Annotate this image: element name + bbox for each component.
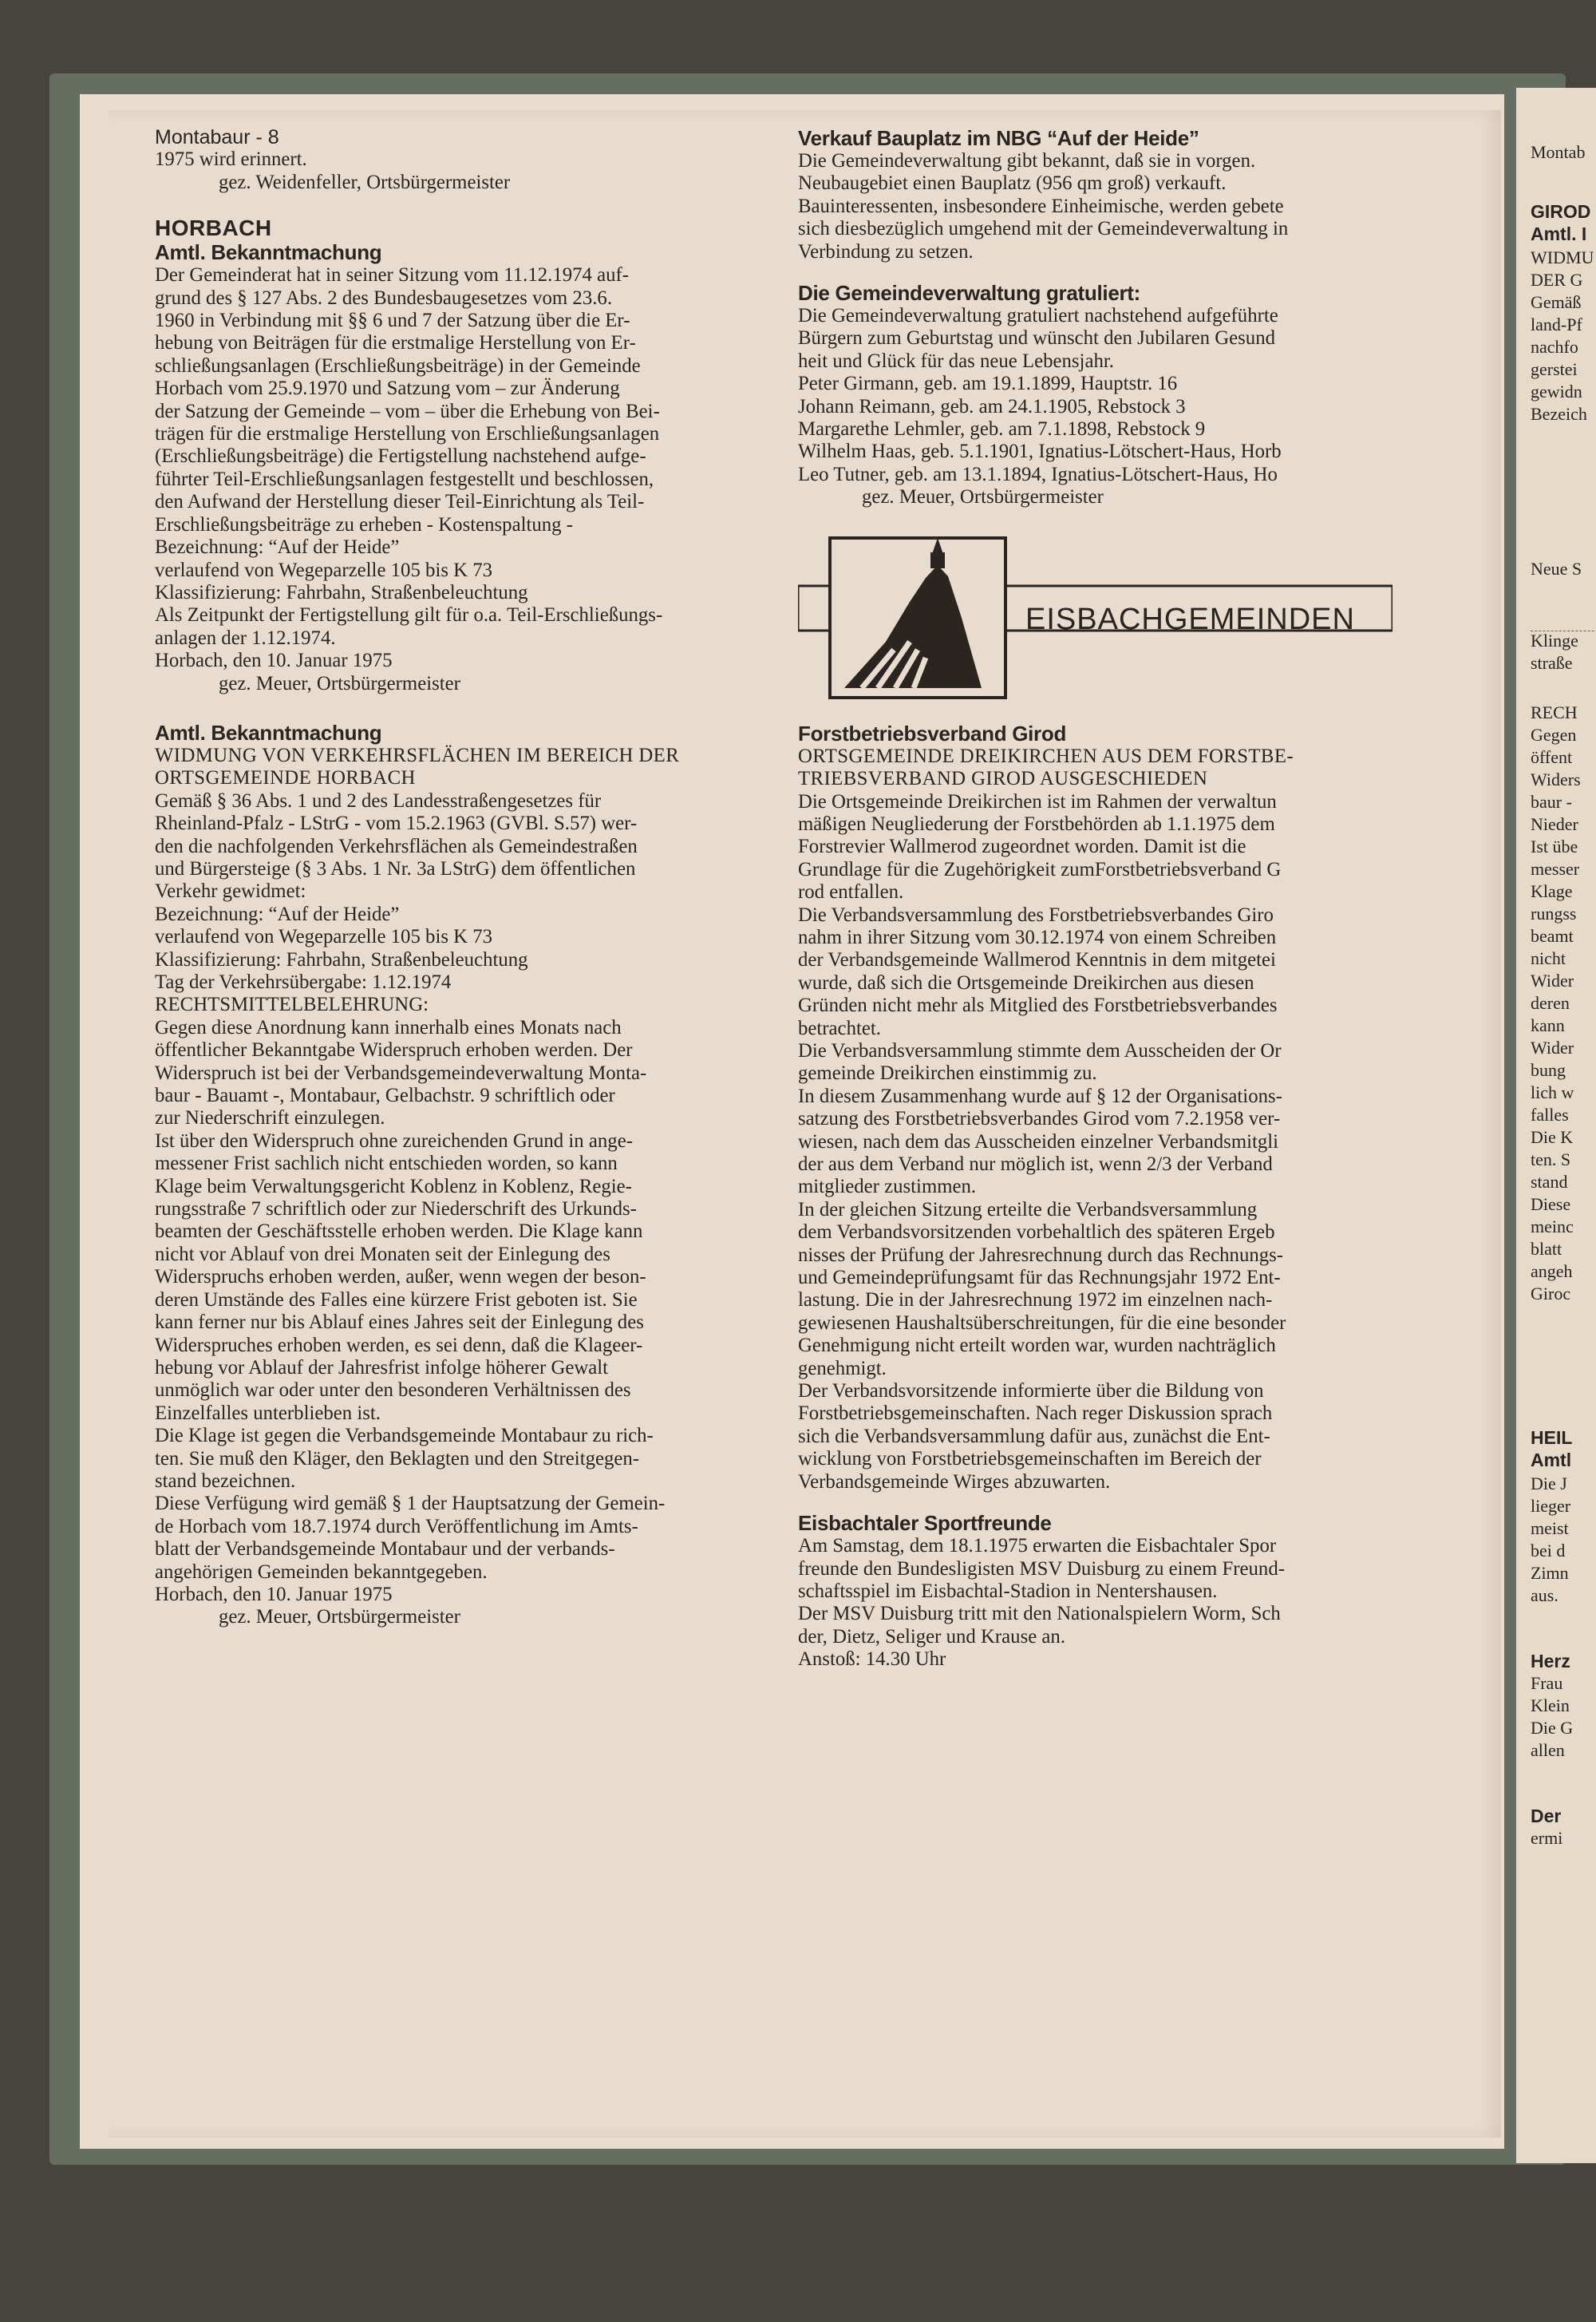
text-line: Gemäß § 36 Abs. 1 und 2 des Landesstraßengesetzes für (155, 789, 602, 812)
text-line: Rheinland-Pfalz - LStrG - vom 15.2.1963 (GVBl. S.57) wer- (155, 813, 638, 835)
text-line: nisses der Prüfung der Jahresrechnung durch das Rechnungs- (798, 1244, 1284, 1266)
text-line: Die Gemeindeverwaltung gratuliert nachstehend aufgeführte (798, 305, 1278, 327)
next-page-text-fragment: lich w (1531, 1082, 1574, 1102)
text-line: Forstrevier Wallmerod zugeordnet worden. Damit ist die (798, 836, 1246, 858)
forst-body (798, 791, 1393, 1494)
widmung-body (155, 790, 761, 1607)
text-line: Die Verbandsversammlung stimmte dem Ausscheiden der Or (798, 1039, 1282, 1062)
section-heading-verkauf: Verkauf Bauplatz im NBG “Auf der Heide” (798, 126, 1199, 150)
text-line: der, Dietz, Seliger und Krause an. (798, 1625, 1066, 1648)
text-line: den die nachfolgenden Verkehrsflächen als Gemeindestraßen (155, 835, 638, 857)
text-line: Klassifizierung: Fahrbahn, Straßenbeleuchtung (155, 581, 528, 603)
next-page-text-fragment: beamt (1531, 926, 1574, 946)
text-line: Klage beim Verwaltungsgericht Koblenz in Koblenz, Regie- (155, 1175, 632, 1197)
text-line: Gründen nicht mehr als Mitglied des Forstbetriebsverbandes (798, 995, 1278, 1017)
text-line: ORTSGEMEINDE HORBACH (155, 767, 416, 789)
text-line: Widerspruches erhoben werden, es sei denn, daß die Klageer- (155, 1334, 643, 1356)
next-page-text-fragment: Montab (1531, 142, 1586, 162)
horbach-signature: gez. Meuer, Ortsbürgermeister (219, 672, 460, 694)
next-page-text-fragment: HEIL (1531, 1427, 1573, 1448)
next-page-text-fragment: WIDMU (1531, 247, 1594, 267)
text-line: anlagen der 1.12.1974. (155, 627, 336, 649)
eisbachgemeinden-banner (798, 530, 1393, 704)
section-heading-gratuliert: Die Gemeindeverwaltung gratuliert: (798, 281, 1141, 306)
text-line: der Satzung der Gemeinde – vom – über die Erhebung von Bei- (155, 400, 660, 422)
next-page-text-fragment: allen (1531, 1740, 1565, 1760)
text-line: hebung von Beiträgen für die erstmalige Herstellung von Er- (155, 332, 636, 354)
text-line: Die Klage ist gegen die Verbandsgemeinde Montabaur zu rich- (155, 1425, 654, 1447)
next-page-text-fragment: Die J (1531, 1474, 1567, 1493)
text-line: Horbach, den 10. Januar 1975 (155, 1583, 393, 1605)
next-page-text-fragment: baur - (1531, 792, 1572, 812)
next-page-text-fragment: Giroc (1531, 1284, 1571, 1303)
next-page-text-fragment: ermi (1531, 1828, 1563, 1848)
section-heading-horbach: HORBACH (155, 216, 272, 241)
text-line: verlaufend von Wegeparzelle 105 bis K 73 (155, 559, 493, 581)
text-line: Die Verbandsversammlung des Forstbetriebsverbandes Giro (798, 904, 1274, 926)
next-page-text-fragment: bei d (1531, 1541, 1566, 1561)
next-page-text-fragment: blatt (1531, 1239, 1562, 1259)
text-line: In diesem Zusammenhang wurde auf § 12 der Organisations- (798, 1085, 1282, 1107)
text-line: hebung vor Ablauf der Jahresfrist infolge höherer Gewalt (155, 1356, 609, 1379)
next-page-text-fragment: nicht (1531, 948, 1566, 968)
text-line: deren Umstände des Falles eine kürzere Frist geboten ist. Sie (155, 1288, 638, 1311)
text-line: verlaufend von Wegeparzelle 105 bis K 73 (155, 926, 493, 948)
text-line: und Bürgersteige (§ 3 Abs. 1 Nr. 3a LStrG) dem öffentlichen (155, 857, 636, 880)
text-line: gemeinde Dreikirchen einstimmig zu. (798, 1062, 1097, 1085)
text-line: schließungsanlagen (Erschließungsbeiträge) in der Gemeinde (155, 354, 641, 377)
next-page-text-fragment: gewidn (1531, 382, 1582, 402)
text-line: Bürgern zum Geburtstag und wünscht den Jubilaren Gesund (798, 327, 1275, 350)
next-page-text-fragment: lieger (1531, 1496, 1571, 1516)
text-line: Forstbetriebsgemeinschaften. Nach reger Diskussion sprach (798, 1402, 1273, 1425)
text-line: wurde, daß sich die Ortsgemeinde Dreikirchen aus diesen (798, 971, 1254, 994)
text-line: Bezeichnung: “Auf der Heide” (155, 536, 400, 559)
next-page-text-fragment: stand (1531, 1172, 1568, 1192)
next-page-text-fragment: DER G (1531, 270, 1583, 290)
next-page-text-fragment: GIROD (1531, 201, 1591, 222)
next-page-text-fragment: Zimn (1531, 1563, 1569, 1583)
next-page-text-fragment: RECH (1531, 702, 1578, 722)
text-line: stand bezeichnen. (155, 1470, 296, 1492)
next-page-text-fragment: falles (1531, 1105, 1569, 1125)
text-line: schaftsspiel im Eisbachtal-Stadion in Nentershausen. (798, 1580, 1218, 1602)
next-page-text-fragment: deren (1531, 993, 1570, 1013)
next-page-text-fragment: Die K (1531, 1127, 1574, 1147)
text-line: 1975 wird erinnert. (155, 148, 307, 171)
text-line: messener Frist sachlich nicht entschieden worden, so kann (155, 1153, 618, 1175)
text-line: Am Samstag, dem 18.1.1975 erwarten die Eisbachtaler Spor (798, 1535, 1277, 1557)
text-line: Der MSV Duisburg tritt mit den Nationalspielern Worm, Sch (798, 1603, 1281, 1625)
text-line: Die Ortsgemeinde Dreikirchen ist im Rahmen der verwaltun (798, 790, 1277, 813)
text-line: Bauinteressenten, insbesondere Einheimische, werden gebete (798, 195, 1284, 217)
running-head: Montabaur - 8 (155, 126, 279, 148)
next-page-text-fragment: nachfo (1531, 337, 1578, 357)
text-line: lastung. Die in der Jahresrechnung 1972 im einzelnen nach- (798, 1289, 1273, 1311)
text-line: ORTSGEMEINDE DREIKIRCHEN AUS DEM FORSTBE- (798, 745, 1294, 767)
text-line: Peter Girmann, geb. am 19.1.1899, Hauptstr. 16 (798, 373, 1178, 395)
text-line: Die Gemeindeverwaltung gibt bekannt, daß sie in vorgen. (798, 150, 1256, 172)
text-line: mäßigen Neugliederung der Forstbehörden ab 1.1.1975 dem (798, 813, 1275, 835)
horbach-body (155, 264, 761, 672)
text-line: öffentlicher Bekanntgabe Widerspruch erhoben werden. Der (155, 1039, 633, 1062)
left-column (155, 126, 761, 1629)
text-line: der Verbandsgemeinde Wallmerod Kenntnis in dem mitgetei (798, 949, 1276, 971)
text-line: blatt der Verbandsgemeinde Montabaur und der verbands- (155, 1538, 615, 1561)
text-line: Johann Reimann, geb. am 24.1.1905, Rebstock 3 (798, 395, 1186, 417)
next-page-text-fragment: Frau (1531, 1673, 1563, 1693)
forst-title (798, 746, 1393, 791)
text-line: mitglieder zustimmen. (798, 1176, 977, 1198)
section-heading-forst: Forstbetriebsverband Girod (798, 721, 1067, 746)
next-page-text-fragment: Nieder (1531, 814, 1578, 834)
text-line: den Aufwand der Herstellung dieser Teil-Einrichtung als Teil- (155, 491, 645, 513)
text-line: Horbach vom 25.9.1970 und Satzung vom – zur Änderung (155, 378, 620, 400)
text-line: zur Niederschrift einzulegen. (155, 1107, 385, 1129)
widmung-signature: gez. Meuer, Ortsbürgermeister (219, 1606, 460, 1628)
text-line: und Gemeindeprüfungsamt für das Rechnungsjahr 1972 Ent- (798, 1267, 1281, 1289)
next-page-text-fragment: Amtl (1531, 1450, 1572, 1470)
text-line: Horbach, den 10. Januar 1975 (155, 650, 393, 672)
verkauf-body (798, 150, 1393, 263)
next-page-text-fragment: Bezeich (1531, 404, 1587, 424)
text-line: führter Teil-Erschließungsanlagen festgestellt und beschlossen, (155, 468, 654, 490)
next-page-text-fragment: Wider (1531, 1038, 1574, 1058)
section-subheading-widmung: Amtl. Bekanntmachung (155, 720, 382, 745)
next-page-text-fragment: Herz (1531, 1651, 1570, 1671)
next-page-text-fragment: Klein (1531, 1695, 1570, 1715)
next-page-text-fragment: Klage (1531, 881, 1573, 901)
next-page-text-fragment: öffent (1531, 747, 1573, 767)
text-line: de Horbach vom 18.7.1974 durch Veröffentlichung im Amts- (155, 1515, 638, 1537)
next-page-text-fragment: Gegen (1531, 725, 1577, 745)
text-line: Widerspruchs erhoben werden, außer, wenn wegen der beson- (155, 1266, 646, 1288)
banner-title: EISBACHGEMEINDEN (1025, 602, 1355, 636)
text-line: Bezeichnung: “Auf der Heide” (155, 903, 400, 925)
text-line: der aus dem Verband nur möglich ist, wenn 2/3 der Verband (798, 1153, 1273, 1175)
next-page-text-fragment: Widers (1531, 769, 1581, 789)
sport-body (798, 1535, 1393, 1671)
text-line: Grundlage für die Zugehörigkeit zumForstbetriebsverband G (798, 858, 1282, 880)
next-page-text-fragment: meist (1531, 1518, 1569, 1538)
next-page-text-fragment: gerstei (1531, 359, 1578, 379)
text-line: Leo Tutner, geb. am 13.1.1894, Ignatius-Lötschert-Haus, Ho (798, 463, 1278, 485)
intro-signature: gez. Weidenfeller, Ortsbürgermeister (219, 171, 511, 193)
gratuliert-signature: gez. Meuer, Ortsbürgermeister (862, 486, 1104, 508)
text-line: Gegen diese Anordnung kann innerhalb eines Monats nach (155, 1016, 622, 1038)
text-line: Verbandsgemeinde Wirges abzuwarten. (798, 1470, 1111, 1493)
text-line: nahm in ihrer Sitzung vom 30.12.1974 von einem Schreiben (798, 926, 1277, 948)
next-page-text-fragment: Neue S (1531, 559, 1582, 579)
text-line: grund des § 127 Abs. 2 des Bundesbaugesetzes vom 23.6. (155, 287, 613, 309)
next-page-text-fragment: Ist übe (1531, 837, 1578, 856)
text-line: Neubaugebiet einen Bauplatz (956 qm groß) verkauft. (798, 172, 1227, 195)
text-line: baur - Bauamt -, Montabaur, Gelbachstr. 9 schriftlich oder (155, 1085, 615, 1107)
text-line: WIDMUNG VON VERKEHRSFLÄCHEN IM BEREICH DER (155, 744, 680, 766)
next-page-text-fragment: rungss (1531, 904, 1577, 924)
text-line: Ist über den Widerspruch ohne zureichenden Grund in ange- (155, 1129, 633, 1152)
text-line: RECHTSMITTELBELEHRUNG: (155, 994, 429, 1016)
text-line: Der Gemeinderat hat in seiner Sitzung vom 11.12.1974 auf- (155, 264, 630, 287)
text-line: Genehmigung nicht erteilt worden war, wurden nachträglich (798, 1335, 1276, 1357)
text-line: Widerspruch ist bei der Verbandsgemeindeverwaltung Monta- (155, 1062, 647, 1084)
text-line: Verbindung zu setzen. (798, 240, 974, 263)
text-line: In der gleichen Sitzung erteilte die Verbandsversammlung (798, 1198, 1258, 1220)
next-page-text-fragment: straße (1531, 653, 1573, 673)
text-line: dem Verbandsvorsitzenden vorbehaltlich des späteren Ergeb (798, 1221, 1275, 1244)
text-line: Anstoß: 14.30 Uhr (798, 1648, 946, 1671)
section-heading-sport: Eisbachtaler Sportfreunde (798, 1511, 1052, 1536)
next-page-text-fragment: Die G (1531, 1718, 1574, 1738)
widmung-title (155, 745, 761, 790)
text-line: betrachtet. (798, 1017, 881, 1039)
text-line: kann ferner nur bis Ablauf eines Jahres seit der Einlegung des (155, 1311, 644, 1334)
text-line: rod entfallen. (798, 881, 904, 904)
text-line: wicklung von Forstbetriebsgemeinschaften im Bereich der (798, 1448, 1262, 1470)
text-line: beamten der Geschäftsstelle erhoben werden. Die Klage kann (155, 1220, 643, 1243)
text-line: rungsstraße 7 schriftlich oder zur Niederschrift des Urkunds- (155, 1198, 637, 1220)
text-line: Erschließungsbeiträge zu erheben - Kostenspaltung - (155, 513, 574, 536)
section-subheading: Amtl. Bekanntmachung (155, 240, 382, 265)
text-line: heit und Glück für das neue Lebensjahr. (798, 350, 1114, 372)
text-line: freunde den Bundesligisten MSV Duisburg zu einem Freund- (798, 1557, 1285, 1580)
text-line: gewiesenen Haushaltsüberschreitungen, für die eine besonder (798, 1311, 1286, 1334)
next-page-text-fragment: aus. (1531, 1585, 1558, 1605)
text-line: unmöglich war oder unter den besonderen Verhältnissen des (155, 1379, 631, 1402)
text-line: angehörigen Gemeinden bekanntgegeben. (155, 1561, 488, 1583)
text-line: Verkehr gewidmet: (155, 880, 306, 903)
next-page-text-fragment: Gemäß (1531, 292, 1582, 312)
next-page-text-fragment: meinc (1531, 1216, 1574, 1236)
text-line: genehmigt. (798, 1357, 887, 1379)
next-page-edge (1516, 88, 1596, 2163)
next-page-text-fragment: messer (1531, 859, 1580, 879)
next-page-text-fragment: Klinge (1531, 631, 1578, 651)
text-line: 1960 in Verbindung mit §§ 6 und 7 der Satzung über die Er- (155, 310, 630, 332)
next-page-text-fragment: Amtl. I (1531, 223, 1587, 244)
text-line: (Erschließungsbeiträge) die Fertigstellung nachstehend aufge- (155, 445, 646, 468)
text-line: Tag der Verkehrsübergabe: 1.12.1974 (155, 971, 452, 993)
right-column (798, 126, 1393, 1671)
text-line: Wilhelm Haas, geb. 5.1.1901, Ignatius-Lötschert-Haus, Horb (798, 441, 1282, 463)
text-line: Der Verbandsvorsitzende informierte über die Bildung von (798, 1380, 1264, 1402)
next-page-text-fragment: Wider (1531, 971, 1574, 991)
text-line: Klassifizierung: Fahrbahn, Straßenbeleuchtung (155, 948, 528, 971)
text-line: satzung des Forstbetriebsverbandes Girod vom 7.2.1958 ver- (798, 1108, 1281, 1130)
text-line: Als Zeitpunkt der Fertigstellung gilt für o.a. Teil-Erschließungs- (155, 604, 663, 627)
next-page-text-fragment: Der (1531, 1806, 1562, 1826)
text-line: sich die Verbandsversammlung dafür aus, zunächst die Ent- (798, 1425, 1270, 1447)
text-line: ten. Sie muß den Kläger, den Beklagten und den Streitgegen- (155, 1447, 640, 1470)
text-line: trägen für die erstmalige Herstellung von Erschließungsanlagen (155, 423, 660, 445)
next-page-text-fragment: ten. S (1531, 1149, 1571, 1169)
intro-lines (155, 148, 761, 171)
gratuliert-body (798, 305, 1393, 486)
next-page-text-fragment: land-Pf (1531, 314, 1582, 334)
text-line: TRIEBSVERBAND GIROD AUSGESCHIEDEN (798, 768, 1208, 790)
next-page-text-fragment: angeh (1531, 1261, 1573, 1281)
next-page-text-fragment: bung (1531, 1060, 1566, 1080)
text-line: Einzelfalles unterblieben ist. (155, 1402, 381, 1424)
next-page-text-fragment: kann (1531, 1015, 1565, 1035)
text-line: nicht vor Ablauf von drei Monaten seit der Einlegung des (155, 1243, 610, 1265)
text-line: Diese Verfügung wird gemäß § 1 der Hauptsatzung der Gemein- (155, 1493, 666, 1515)
text-line: sich diesbezüglich umgehend mit der Gemeindeverwaltung in (798, 218, 1289, 240)
text-line: Margarethe Lehmler, geb. am 7.1.1898, Rebstock 9 (798, 418, 1206, 441)
next-page-text-fragment: Diese (1531, 1194, 1571, 1214)
text-line: wiesen, nach dem das Ausscheiden einzelner Verbandsmitgli (798, 1130, 1279, 1153)
